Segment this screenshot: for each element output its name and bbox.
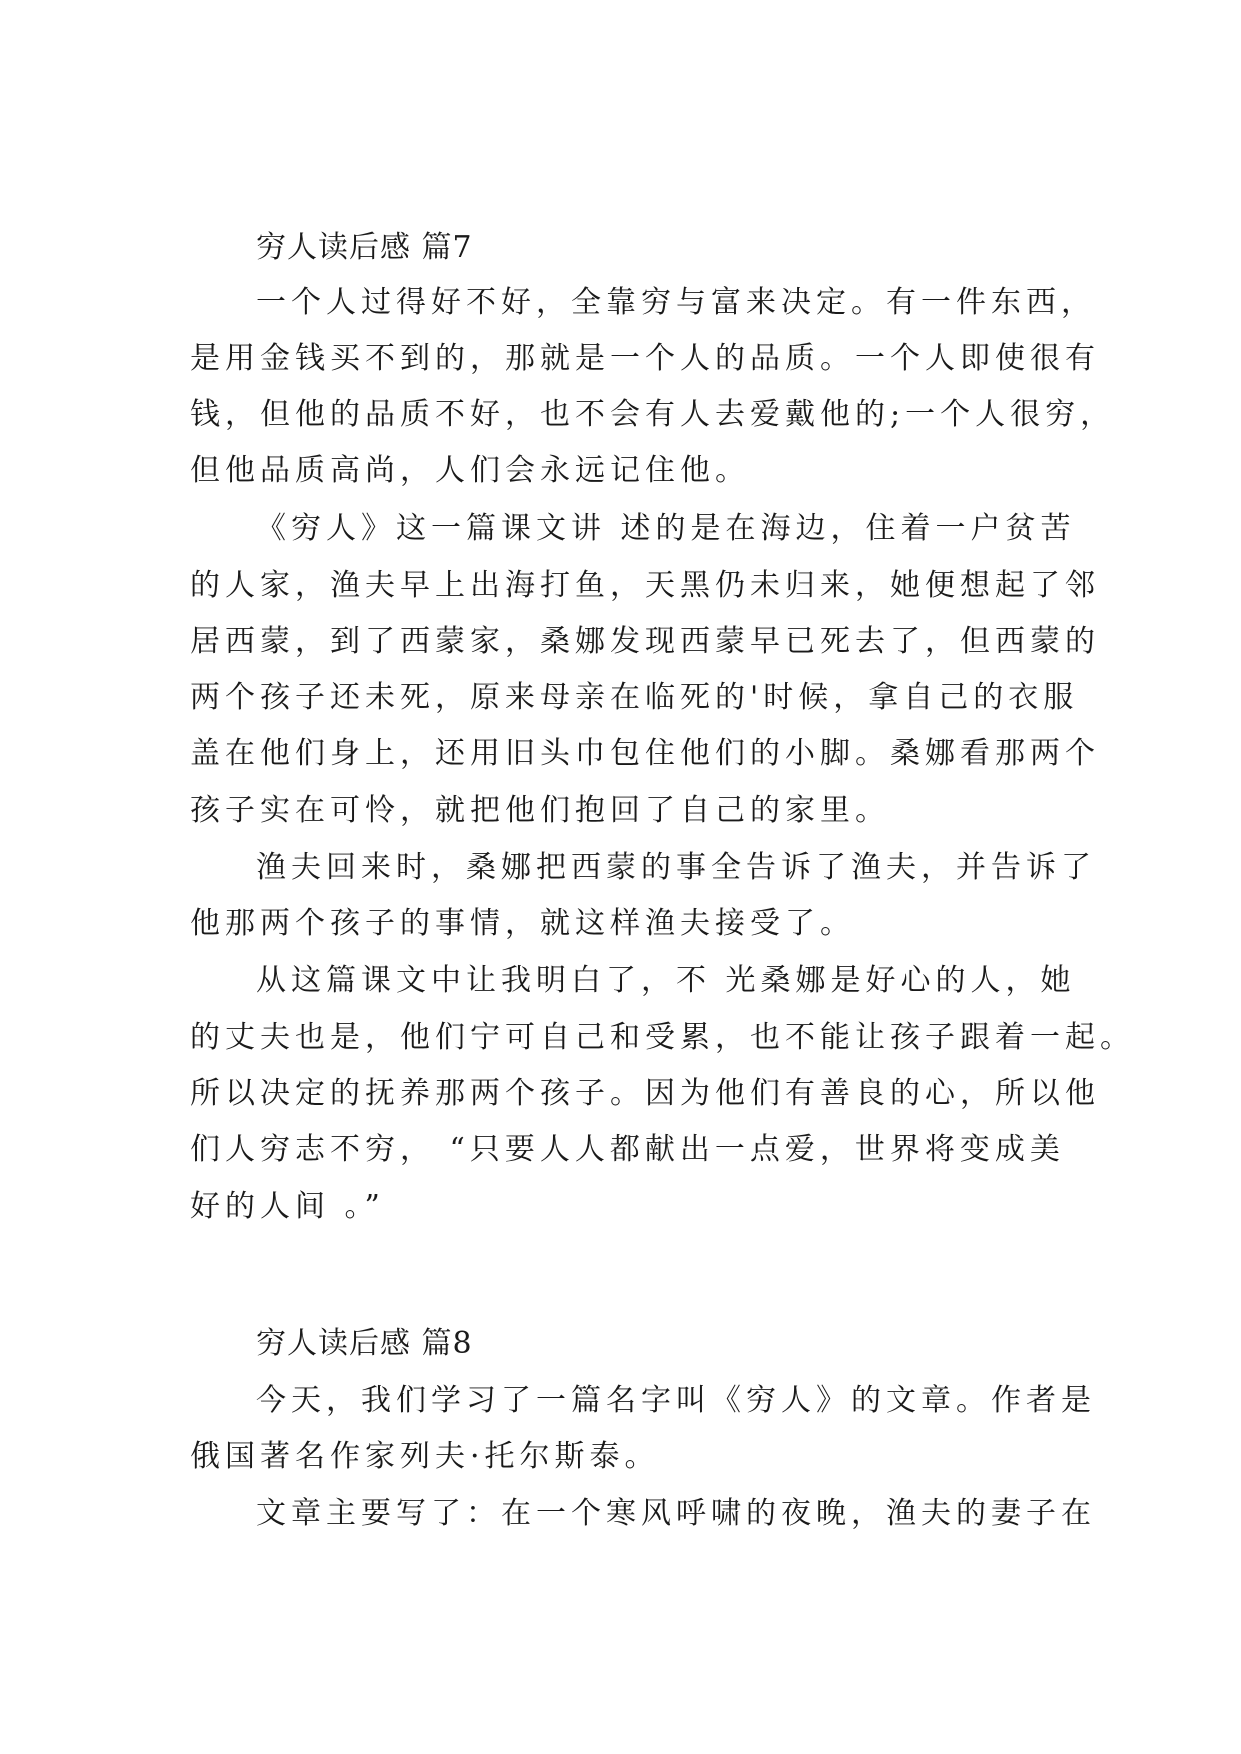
paragraph-line: 文章主要写了：在一个寒风呼啸的夜晚，渔夫的妻子在 <box>256 1496 1096 1531</box>
paragraph-line: 两个孩子还未死，原来母亲在临死的'时候，拿自己的衣服 <box>190 680 1079 715</box>
paragraph-line: 盖在他们身上，还用旧头巾包住他们的小脚。桑娜看那两个 <box>190 736 1100 771</box>
paragraph-line: 的人家，渔夫早上出海打鱼，天黑仍未归来，她便想起了邻 <box>190 568 1100 603</box>
paragraph-line: 孩子实在可怜，就把他们抱回了自己的家里。 <box>190 793 890 828</box>
paragraph-line: 一个人过得好不好，全靠穷与富来决定。有一件东西， <box>256 285 1096 320</box>
paragraph-line: 钱，但他的品质不好，也不会有人去爱戴他的;一个人很穷， <box>190 397 1116 432</box>
paragraph-line: 俄国著名作家列夫·托尔斯泰。 <box>190 1439 660 1474</box>
section-heading: 穷人读后感 篇8 <box>256 1326 473 1361</box>
paragraph-line: 的丈夫也是，他们宁可自己和受累，也不能让孩子跟着一起。 <box>190 1020 1135 1055</box>
paragraph-line: 居西蒙，到了西蒙家，桑娜发现西蒙早已死去了，但西蒙的 <box>190 624 1100 659</box>
paragraph-line: 他那两个孩子的事情，就这样渔夫接受了。 <box>190 906 855 941</box>
paragraph-line: 所以决定的抚养那两个孩子。因为他们有善良的心，所以他 <box>190 1076 1100 1111</box>
paragraph-line: 但他品质高尚，人们会永远记住他。 <box>190 453 750 488</box>
section-heading: 穷人读后感 篇7 <box>256 230 473 265</box>
paragraph-line: 好的人间 。” <box>190 1189 385 1224</box>
paragraph-line: 渔夫回来时，桑娜把西蒙的事全告诉了渔夫，并告诉了 <box>256 850 1096 885</box>
paragraph-line: 《穷人》这一篇课文讲 述的是在海边，住着一户贫苦 <box>256 511 1076 546</box>
paragraph-line: 从这篇课文中让我明白了，不 光桑娜是好心的人，她 <box>256 963 1076 998</box>
paragraph-line: 今天，我们学习了一篇名字叫《穷人》的文章。作者是 <box>256 1383 1096 1418</box>
paragraph-line: 是用金钱买不到的，那就是一个人的品质。一个人即使很有 <box>190 341 1100 376</box>
paragraph-line: 们人穷志不穷， “只要人人都献出一点爱，世界将变成美 <box>190 1132 1065 1167</box>
